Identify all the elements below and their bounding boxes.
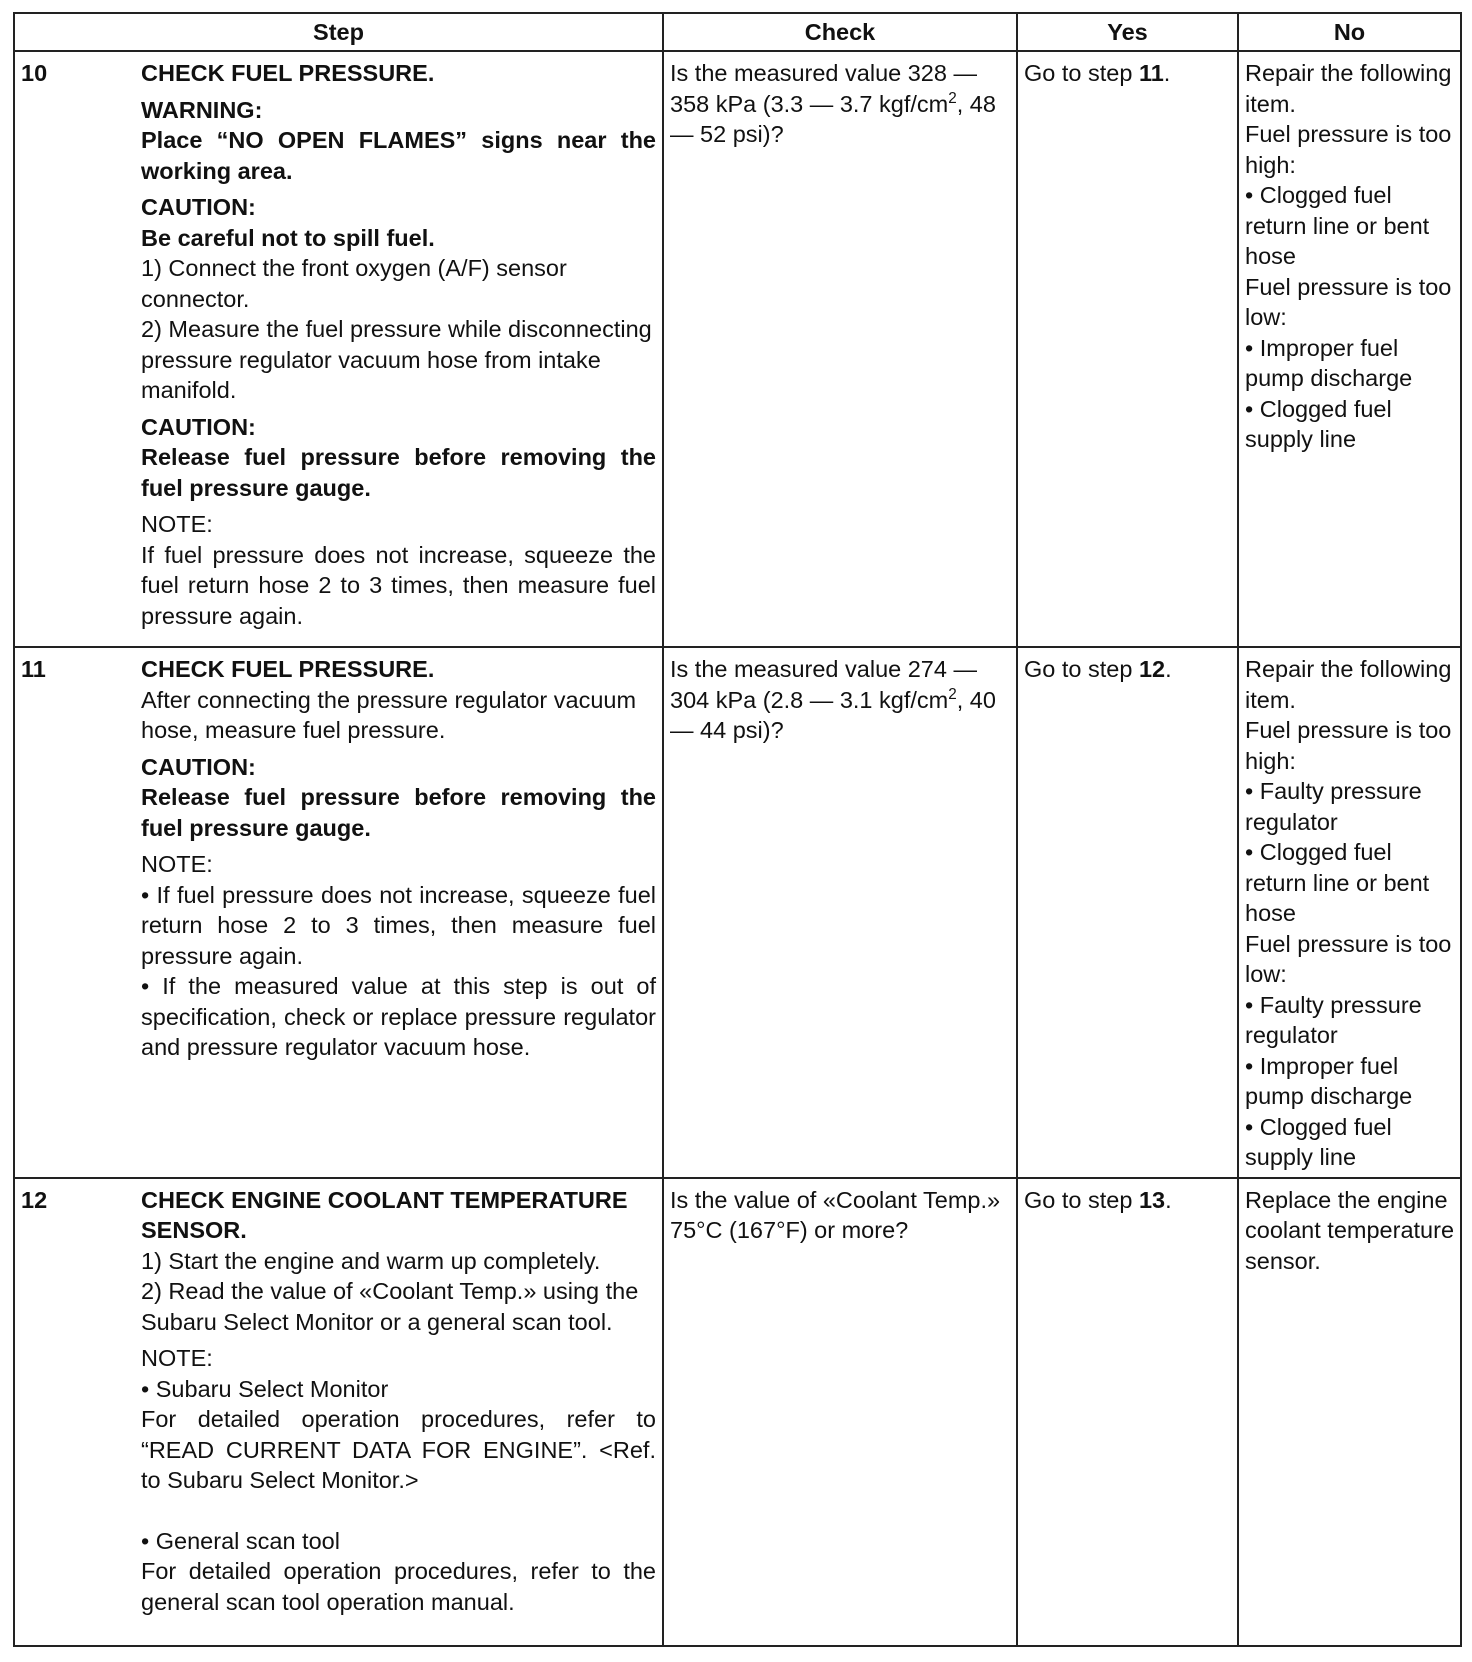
- no-line: • Clogged fuel return line or bent hose: [1245, 839, 1430, 926]
- yes-text: .: [1165, 1186, 1172, 1213]
- yes-step-link[interactable]: 12: [1138, 656, 1166, 682]
- check-cell: [663, 1178, 1017, 1646]
- no-line: • Improper fuel pump discharge: [1245, 334, 1413, 391]
- note-text: If fuel pressure does not increase, squeeze the fuel return hose 2 to 3 times, then measure fuel pressure again.: [141, 541, 656, 629]
- caution-label: CAUTION:: [141, 753, 256, 780]
- note-label: NOTE:: [141, 1345, 213, 1371]
- caution-text: Release fuel pressure before removing the fuel pressure gauge.: [141, 784, 656, 841]
- yes-step-link[interactable]: 11: [1138, 60, 1164, 86]
- procedure-step: 1) Connect the front oxygen (A/F) sensor connector.: [141, 255, 567, 312]
- note-text: For detailed operation procedures, refer to the general scan tool operation manual.: [141, 1558, 656, 1615]
- procedure-step: 2) Measure the fuel pressure while disconnecting pressure regulator vacuum hose from intake manifold.: [141, 316, 652, 403]
- header-check: Check: [663, 13, 1017, 51]
- caution-label: CAUTION:: [141, 194, 256, 220]
- table-row: [14, 1178, 1461, 1646]
- step-title: CHECK FUEL PRESSURE.: [141, 60, 435, 86]
- yes-text: .: [1165, 656, 1172, 682]
- no-line: • Clogged fuel return line or bent hose: [1245, 182, 1430, 269]
- procedure-step: 1) Start the engine and warm up completely.: [141, 1247, 601, 1274]
- no-line: • Faulty pressure regulator: [1245, 778, 1422, 835]
- note-label: NOTE:: [141, 511, 213, 537]
- check-cell: [663, 51, 1017, 647]
- no-line: • Improper fuel pump discharge: [1245, 1052, 1413, 1109]
- yes-cell: [1017, 51, 1238, 647]
- no-cell: [1238, 1178, 1461, 1646]
- superscript: 2: [948, 685, 957, 703]
- no-line: • Clogged fuel supply line: [1245, 395, 1392, 452]
- table-row: [14, 647, 1461, 1178]
- yes-step-link[interactable]: 13: [1138, 1186, 1166, 1213]
- no-line: • Faulty pressure regulator: [1245, 991, 1422, 1048]
- procedure-step: 2) Read the value of «Coolant Temp.» using the Subaru Select Monitor or a general scan tool.: [141, 1278, 639, 1335]
- caution-text: Be careful not to spill fuel.: [141, 224, 435, 251]
- header-yes: Yes: [1017, 13, 1238, 51]
- note-text: For detailed operation procedures, refer to “READ CURRENT DATA FOR ENGINE”. <Ref. to Subaru Select Monitor.>: [141, 1406, 656, 1493]
- yes-text: Go to step: [1024, 60, 1139, 86]
- check-text: , 40 — 44 psi)?: [670, 686, 996, 743]
- yes-text: Go to step: [1024, 1186, 1139, 1213]
- intro-text: After connecting the pressure regulator vacuum hose, measure fuel pressure.: [141, 686, 637, 743]
- check-text: , 48 — 52 psi)?: [670, 90, 996, 147]
- table-row: [14, 51, 1461, 647]
- no-text: Replace the engine coolant temperature sensor.: [1245, 1186, 1455, 1274]
- no-line: Fuel pressure is too high:: [1245, 121, 1452, 178]
- no-cell: [1238, 647, 1461, 1178]
- no-line: Fuel pressure is too high:: [1245, 717, 1452, 774]
- check-text: Is the measured value 328 — 358 kPa (3.3 — 3.7 kgf/cm: [670, 60, 977, 117]
- check-cell: [663, 647, 1017, 1178]
- step-cell: [14, 51, 663, 647]
- yes-cell: [1017, 1178, 1238, 1646]
- step-number: 11: [21, 656, 46, 682]
- no-line: Fuel pressure is too low:: [1245, 930, 1452, 987]
- header-no: No: [1238, 13, 1461, 51]
- caution-label: CAUTION:: [141, 413, 256, 440]
- warning-text: Place “NO OPEN FLAMES” signs near the working area.: [141, 127, 656, 184]
- note-text: • If fuel pressure does not increase, squeeze fuel return hose 2 to 3 times, then measure fuel pressure again.: [141, 881, 656, 969]
- check-text: Is the measured value 274 — 304 kPa (2.8 — 3.1 kgf/cm: [670, 656, 977, 713]
- no-line: • Clogged fuel supply line: [1245, 1113, 1392, 1170]
- yes-text: .: [1163, 60, 1171, 86]
- step-title: CHECK ENGINE COOLANT TEMPERATURE SENSOR.: [141, 1186, 628, 1243]
- step-cell: [14, 647, 663, 1178]
- step-number: 10: [21, 60, 48, 86]
- note-text: • If the measured value at this step is out of specification, check or replace pressure regulator and pressure regulator vacuum hose.: [141, 973, 656, 1060]
- check-text: Is the value of «Coolant Temp.» 75°C (167°F) or more?: [670, 1186, 1001, 1243]
- no-cell: [1238, 51, 1461, 647]
- step-number: 12: [21, 1186, 48, 1213]
- warning-label: WARNING:: [141, 96, 263, 123]
- caution-text: Release fuel pressure before removing the fuel pressure gauge.: [141, 444, 656, 501]
- note-label: NOTE:: [141, 851, 213, 877]
- yes-text: Go to step: [1024, 656, 1139, 682]
- superscript: 2: [948, 89, 957, 107]
- no-line: Fuel pressure is too low:: [1245, 273, 1452, 330]
- note-bullet: • General scan tool: [141, 1527, 340, 1554]
- header-step: Step: [14, 13, 663, 51]
- note-bullet: • Subaru Select Monitor: [141, 1375, 389, 1402]
- step-title: CHECK FUEL PRESSURE.: [141, 656, 435, 682]
- diagnostic-table: [13, 12, 1462, 1647]
- yes-cell: [1017, 647, 1238, 1178]
- no-line: Repair the following item.: [1245, 60, 1452, 117]
- step-cell: [14, 1178, 663, 1646]
- header-row: [14, 13, 1461, 51]
- no-line: Repair the following item.: [1245, 656, 1452, 713]
